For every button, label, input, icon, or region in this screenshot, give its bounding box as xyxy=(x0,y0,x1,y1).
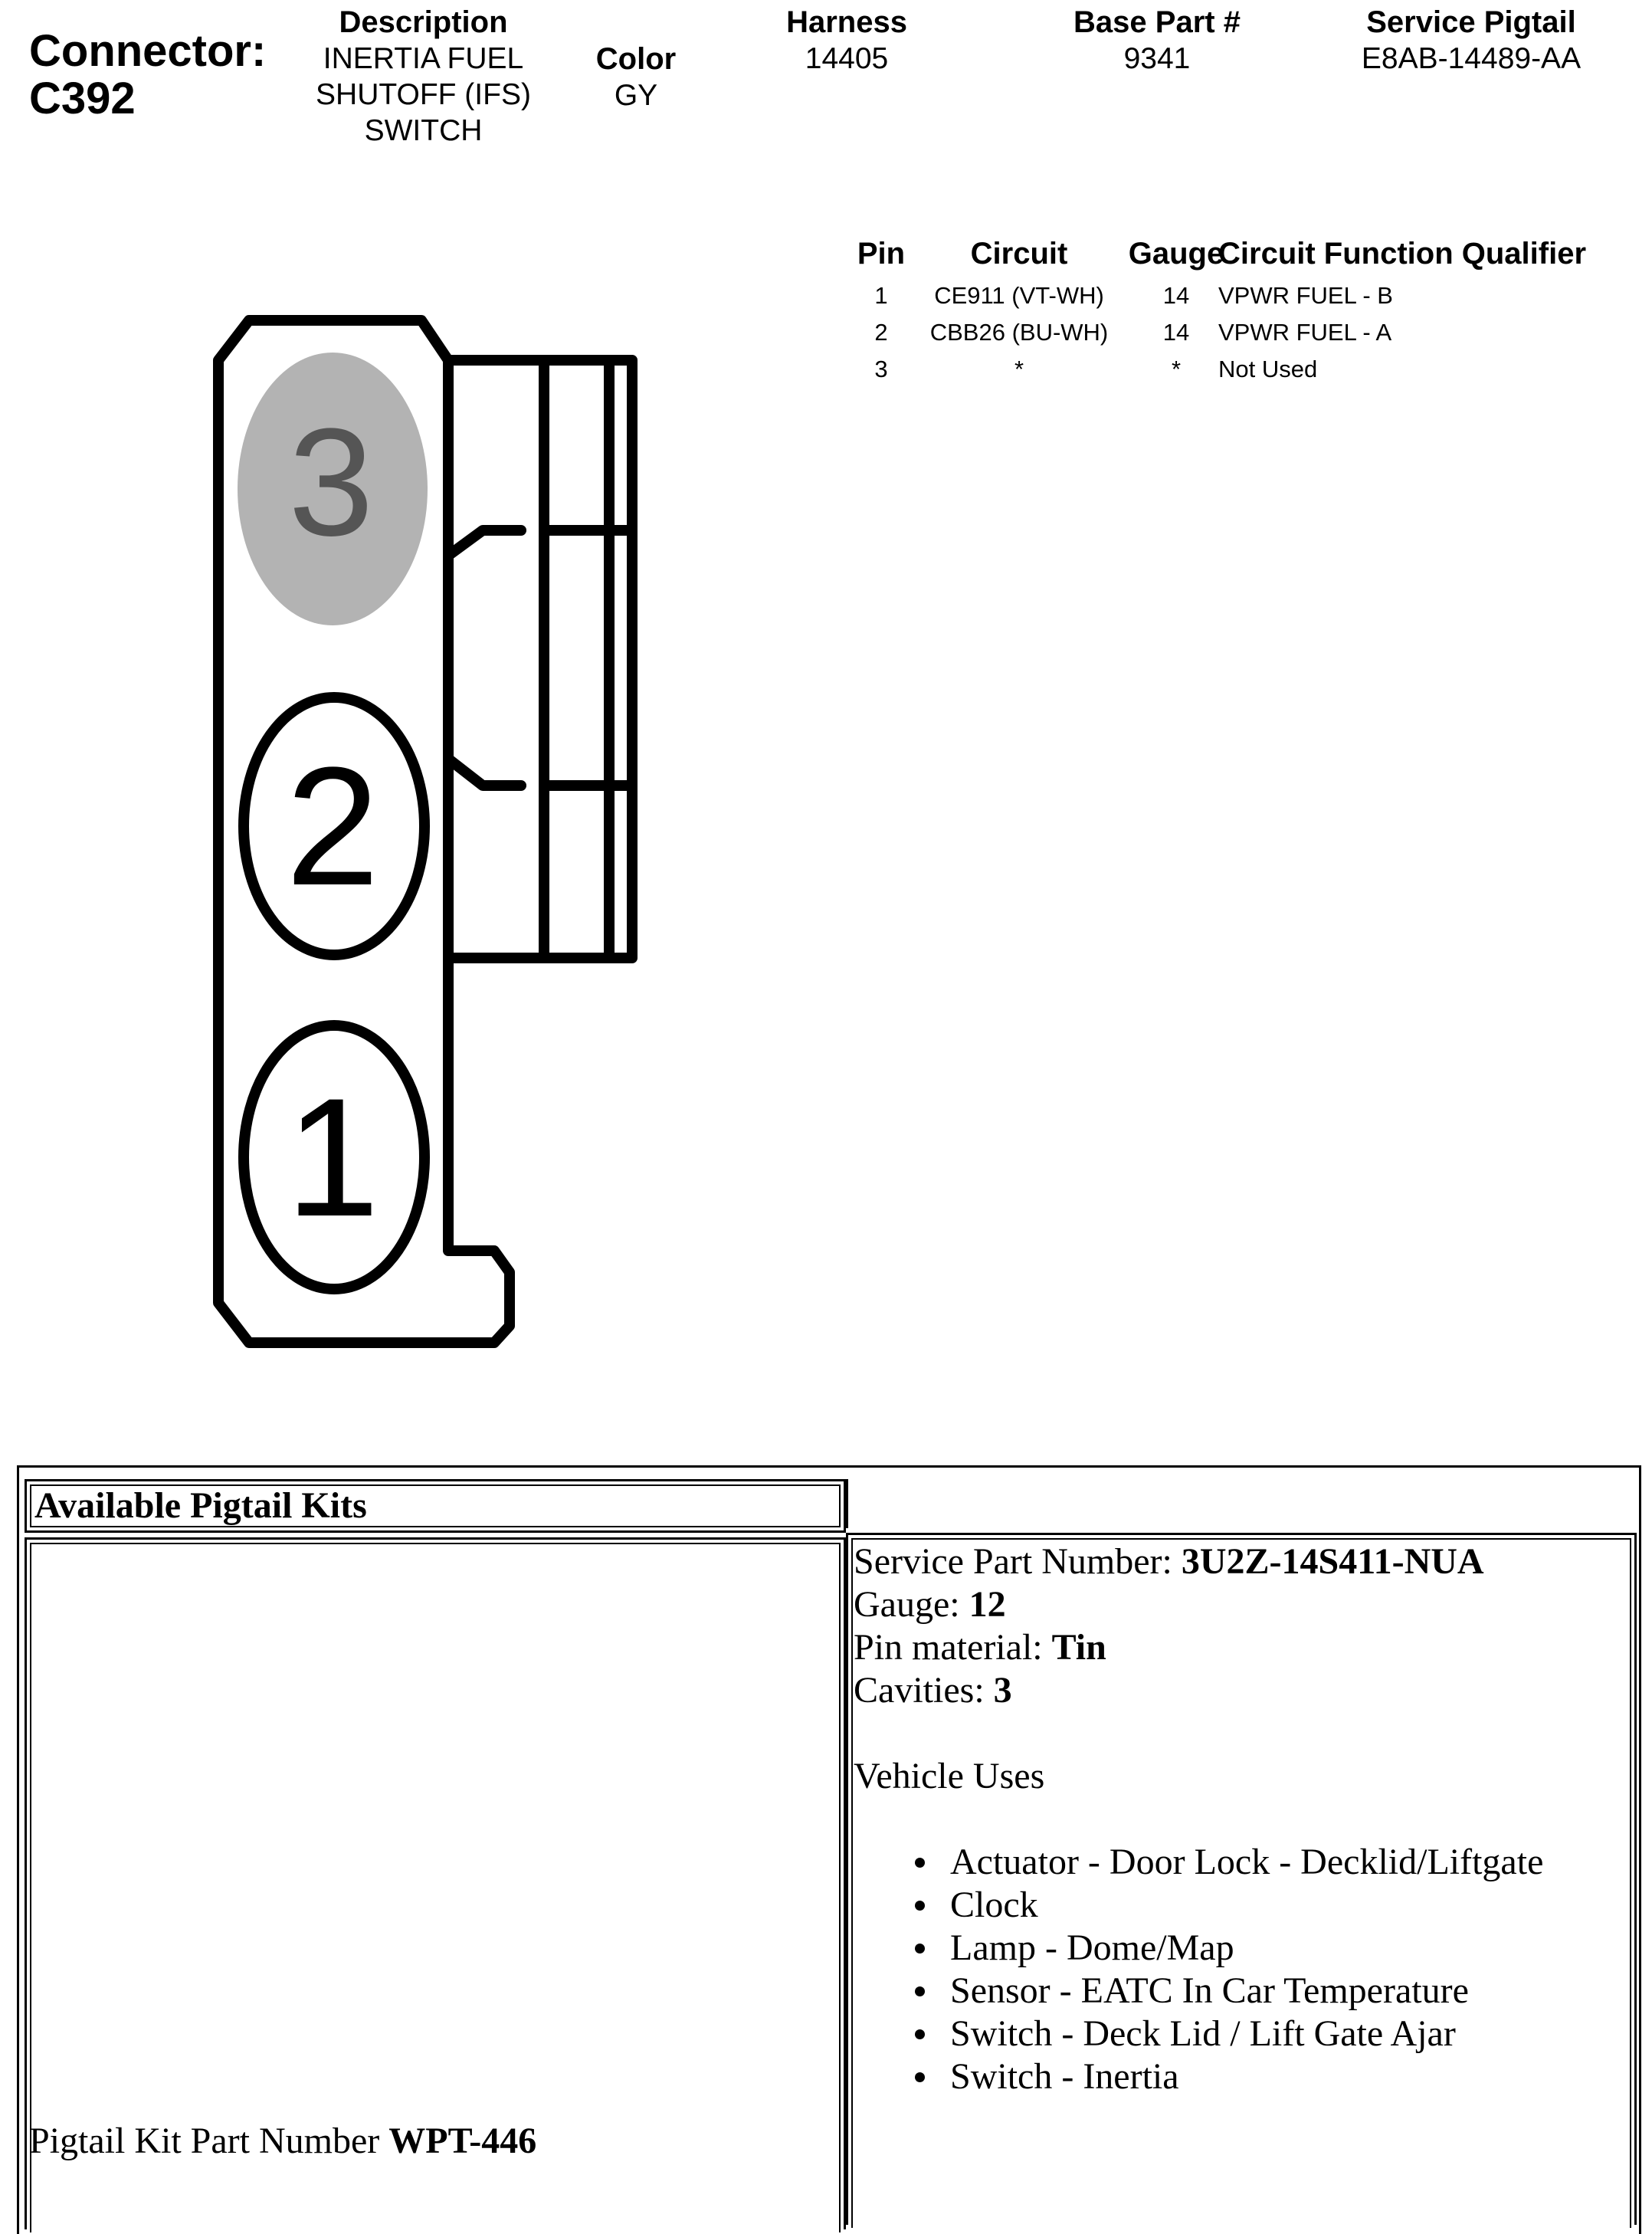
harness-header: Harness xyxy=(786,5,907,39)
cavity-3-label: 3 xyxy=(288,397,374,568)
vehicle-use-text: Switch - Inertia xyxy=(950,2056,1179,2097)
gauge-value: 14 xyxy=(1162,319,1190,346)
service-pigtail-header: Service Pigtail xyxy=(1366,5,1576,39)
harness-value: 14405 xyxy=(805,42,889,75)
kit-part-value: WPT-446 xyxy=(388,2121,537,2161)
base-part-column xyxy=(1042,5,1272,77)
circuit-value: CE911 (VT-WH) xyxy=(934,282,1104,309)
pin-number: 3 xyxy=(874,356,888,382)
base-part-header: Base Part # xyxy=(1073,5,1241,39)
pigtail-kit-part-number xyxy=(29,2120,536,2163)
cavity-3 xyxy=(238,353,428,625)
pin-material-label: Pin material: xyxy=(854,1627,1052,1668)
gauge-value: * xyxy=(1171,356,1182,382)
vehicle-use-text: Sensor - EATC In Car Temperature xyxy=(950,1970,1469,2011)
list-item xyxy=(907,2055,1543,2098)
cavity-1 xyxy=(244,1025,424,1289)
function-value: VPWR FUEL - A xyxy=(1218,319,1392,346)
pigtail-kits-title: Available Pigtail Kits xyxy=(34,1485,367,1526)
kit-gauge-value: 12 xyxy=(969,1584,1006,1625)
description-column xyxy=(295,5,552,149)
cavities-value: 3 xyxy=(993,1670,1012,1711)
cavity-2-label: 2 xyxy=(285,732,380,920)
pin-number: 1 xyxy=(874,282,888,309)
circuit-header: Circuit xyxy=(970,237,1068,271)
connector-id: C392 xyxy=(29,74,136,123)
gauge-line xyxy=(854,1583,1484,1626)
list-item xyxy=(907,1841,1543,1884)
pin-number: 2 xyxy=(874,319,888,346)
connector-face-diagram xyxy=(192,291,651,1364)
bullet-icon xyxy=(915,1986,925,1996)
cavity-1-label: 1 xyxy=(285,1063,380,1251)
vehicle-use-text: Switch - Deck Lid / Lift Gate Ajar xyxy=(950,2013,1456,2054)
function-value: Not Used xyxy=(1218,356,1318,382)
service-part-value: 3U2Z-14S411-NUA xyxy=(1181,1541,1484,1582)
pin-material-value: Tin xyxy=(1051,1627,1106,1668)
service-part-label: Service Part Number: xyxy=(854,1541,1182,1582)
kit-gauge-label: Gauge: xyxy=(854,1584,969,1625)
bullet-icon xyxy=(915,1901,925,1911)
bullet-icon xyxy=(915,2029,925,2039)
list-item xyxy=(907,1970,1543,2013)
vehicle-use-text: Lamp - Dome/Map xyxy=(950,1927,1234,1968)
pin-header: Pin xyxy=(857,237,906,271)
color-header: Color xyxy=(595,42,677,76)
vehicle-uses-title: Vehicle Uses xyxy=(854,1756,1045,1796)
pin-material-line xyxy=(854,1626,1484,1669)
service-part-line xyxy=(854,1540,1484,1583)
pigtail-kit-details xyxy=(854,1540,1484,1712)
cavity-2 xyxy=(244,697,424,955)
harness-column xyxy=(732,5,962,77)
color-column xyxy=(567,41,705,113)
circuit-value: * xyxy=(1014,356,1024,382)
pigtail-kits-header-spacer xyxy=(846,1479,1637,1528)
gauge-value: 14 xyxy=(1162,282,1190,309)
connector-title xyxy=(29,28,266,123)
function-value: VPWR FUEL - B xyxy=(1218,282,1393,309)
vehicle-uses-list xyxy=(907,1841,1543,2098)
kit-part-label: Pigtail Kit Part Number xyxy=(29,2121,389,2161)
description-header: Description xyxy=(339,5,508,39)
description-value: INERTIA FUEL SHUTOFF (IFS) SWITCH xyxy=(316,42,531,147)
gauge-header: Gauge xyxy=(1128,237,1224,271)
list-item xyxy=(907,2013,1543,2055)
bullet-icon xyxy=(915,1944,925,1954)
cavities-line xyxy=(854,1669,1484,1712)
list-item xyxy=(907,1927,1543,1970)
bullet-icon xyxy=(915,1858,925,1868)
list-item xyxy=(907,1884,1543,1927)
vehicle-use-text: Actuator - Door Lock - Decklid/Liftgate xyxy=(950,1842,1544,1882)
service-pigtail-value: E8AB-14489-AA xyxy=(1361,42,1582,75)
function-header: Circuit Function Qualifier xyxy=(1218,237,1587,271)
pigtail-kits-header-cell xyxy=(25,1479,846,1533)
cavities-label: Cavities: xyxy=(854,1670,994,1711)
service-pigtail-column xyxy=(1326,5,1617,77)
color-value: GY xyxy=(614,79,658,112)
bullet-icon xyxy=(915,2072,925,2082)
circuit-value: CBB26 (BU-WH) xyxy=(929,319,1109,346)
vehicle-use-text: Clock xyxy=(950,1885,1038,1925)
connector-label: Connector: xyxy=(29,26,267,76)
base-part-value: 9341 xyxy=(1123,42,1191,75)
